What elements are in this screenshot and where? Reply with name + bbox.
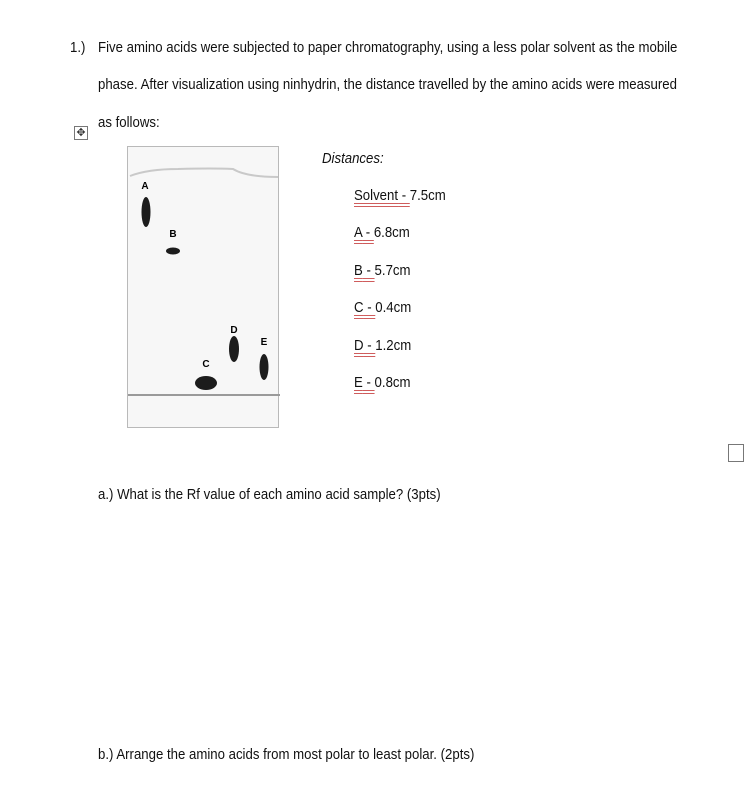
- distance-value: 5.7cm: [374, 262, 411, 279]
- question-line-3: as follows:: [98, 114, 160, 131]
- spot-label-c: C: [202, 359, 210, 370]
- spot-e: [260, 354, 269, 380]
- distance-value: 7.5cm: [409, 187, 446, 204]
- distance-separator: -: [362, 262, 375, 279]
- distance-name: Solvent: [354, 187, 399, 204]
- subquestion-a: a.) What is the Rf value of each amino acid sample? (3pts): [98, 486, 441, 503]
- distance-value: 0.8cm: [374, 374, 411, 391]
- distance-value: 6.8cm: [373, 224, 410, 241]
- distance-separator: -: [362, 224, 374, 241]
- solvent-front-line: [130, 169, 278, 178]
- distance-name: B: [354, 262, 363, 279]
- distance-row: [354, 187, 446, 204]
- distance-separator: -: [363, 299, 376, 316]
- chromatogram-svg: [128, 147, 280, 429]
- subquestion-b: b.) Arrange the amino acids from most polar to least polar. (2pts): [98, 746, 475, 763]
- distance-row: [354, 337, 411, 354]
- spot-label-b: B: [169, 229, 177, 240]
- empty-checkbox-icon[interactable]: [728, 444, 744, 462]
- spot-b: [166, 248, 180, 255]
- spot-label-e: E: [260, 337, 268, 348]
- distance-value: 1.2cm: [375, 337, 412, 354]
- question-number: 1.): [70, 39, 86, 56]
- distance-separator: -: [398, 187, 410, 204]
- distance-name: A: [354, 224, 363, 241]
- distance-row: [354, 299, 411, 316]
- spot-d: [229, 336, 239, 362]
- distance-separator: -: [363, 337, 376, 354]
- distances-title: Distances:: [322, 150, 384, 167]
- question-line-2: phase. After visualization using ninhydrin, the distance travelled by the amino acids were measured: [98, 76, 677, 93]
- spot-label-a: A: [141, 181, 149, 192]
- distance-value: 0.4cm: [375, 299, 412, 316]
- spot-a: [142, 197, 151, 227]
- distance-name: D: [354, 337, 364, 354]
- distance-name: E: [354, 374, 363, 391]
- question-line-1: Five amino acids were subjected to paper chromatography, using a less polar solvent as the mobile: [98, 39, 678, 56]
- distance-row: [354, 224, 410, 241]
- distance-name: C: [354, 299, 364, 316]
- spot-c: [195, 376, 217, 390]
- distance-row: [354, 262, 411, 279]
- table-move-handle-icon[interactable]: ✥: [74, 126, 88, 140]
- spot-label-d: D: [230, 325, 238, 336]
- chromatography-paper: [127, 146, 279, 428]
- distance-row: [354, 374, 411, 391]
- distance-separator: -: [362, 374, 375, 391]
